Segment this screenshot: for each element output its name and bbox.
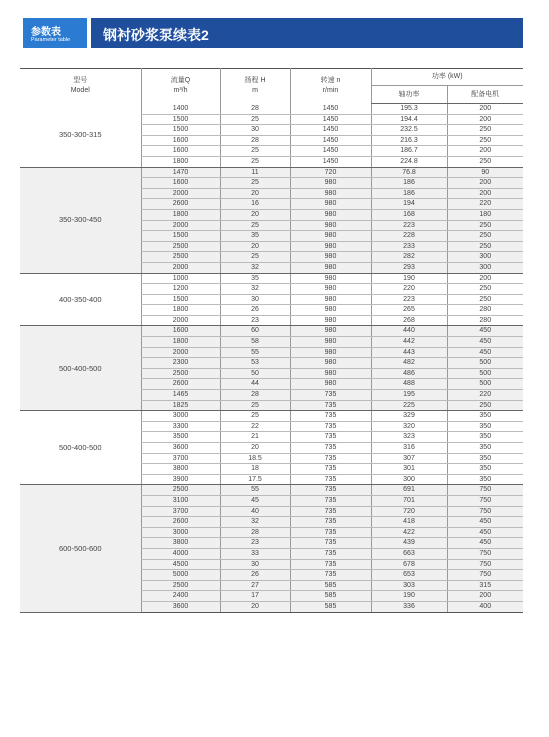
head-cell: 25 [220,400,290,411]
flow-cell: 3800 [141,538,220,549]
speed-cell: 735 [290,390,371,401]
col-model-en: Model [70,87,90,95]
motor-cell: 280 [447,305,523,316]
motor-cell: 90 [447,167,523,178]
col-head [220,69,290,104]
head-cell: 32 [220,262,290,273]
speed-cell: 585 [290,601,371,612]
speed-cell: 735 [290,464,371,475]
motor-cell: 220 [447,199,523,210]
flow-cell: 1825 [141,400,220,411]
head-cell: 20 [220,241,290,252]
motor-cell: 200 [447,104,523,115]
col-motor: 配备电机 [447,86,523,104]
speed-cell: 1450 [290,156,371,167]
flow-cell: 2000 [141,220,220,231]
shaft-power-cell: 195 [371,390,447,401]
head-cell: 55 [220,347,290,358]
head-cell: 17.5 [220,474,290,485]
flow-cell: 2500 [141,368,220,379]
speed-cell: 980 [290,284,371,295]
flow-cell: 3700 [141,506,220,517]
motor-cell: 250 [447,125,523,136]
speed-cell: 1450 [290,114,371,125]
shaft-power-cell: 303 [371,580,447,591]
speed-cell: 735 [290,453,371,464]
motor-cell: 200 [447,188,523,199]
speed-cell: 980 [290,315,371,326]
flow-cell: 3700 [141,453,220,464]
flow-cell: 4000 [141,548,220,559]
motor-cell: 200 [447,273,523,284]
flow-cell: 3100 [141,495,220,506]
col-head-unit: m [252,87,258,95]
speed-cell: 980 [290,188,371,199]
motor-cell: 450 [447,326,523,337]
flow-cell: 1465 [141,390,220,401]
head-cell: 58 [220,337,290,348]
motor-cell: 200 [447,591,523,602]
motor-cell: 400 [447,601,523,612]
flow-cell: 2300 [141,358,220,369]
motor-cell: 250 [447,241,523,252]
flow-cell: 4500 [141,559,220,570]
table-body [20,104,523,613]
flow-cell: 3600 [141,601,220,612]
head-cell: 40 [220,506,290,517]
shaft-power-cell: 194 [371,199,447,210]
speed-cell: 1450 [290,146,371,157]
head-cell: 55 [220,485,290,496]
head-cell: 23 [220,538,290,549]
speed-cell: 980 [290,252,371,263]
motor-cell: 450 [447,517,523,528]
head-cell: 20 [220,601,290,612]
speed-cell: 980 [290,273,371,284]
table-row [20,411,523,422]
shaft-power-cell: 282 [371,252,447,263]
shaft-power-cell: 442 [371,337,447,348]
motor-cell: 350 [447,432,523,443]
col-model-cn: 型号 [73,77,88,85]
shaft-power-cell: 195.3 [371,104,447,115]
shaft-power-cell: 439 [371,538,447,549]
motor-cell: 750 [447,495,523,506]
speed-cell: 1450 [290,125,371,136]
head-cell: 32 [220,284,290,295]
shaft-power-cell: 691 [371,485,447,496]
motor-cell: 500 [447,368,523,379]
flow-cell: 2000 [141,262,220,273]
col-speed-cn: 转速 n [320,77,341,85]
head-cell: 25 [220,411,290,422]
model-cell: 350-300-450 [20,167,141,273]
motor-cell: 180 [447,209,523,220]
motor-cell: 450 [447,337,523,348]
flow-cell: 1800 [141,209,220,220]
speed-cell: 735 [290,400,371,411]
shaft-power-cell: 301 [371,464,447,475]
page-header [23,18,523,48]
speed-cell: 735 [290,495,371,506]
shaft-power-cell: 482 [371,358,447,369]
motor-cell: 750 [447,570,523,581]
motor-cell: 250 [447,231,523,242]
head-cell: 20 [220,443,290,454]
motor-cell: 350 [447,411,523,422]
head-cell: 44 [220,379,290,390]
col-head-cn: 扬程 H [244,77,266,85]
section-tag-en: Parameter table [31,37,71,43]
table-row [20,167,523,178]
motor-cell: 500 [447,379,523,390]
table-row [20,485,523,496]
flow-cell: 2000 [141,347,220,358]
flow-cell: 2000 [141,188,220,199]
flow-cell: 1800 [141,156,220,167]
head-cell: 35 [220,273,290,284]
speed-cell: 980 [290,358,371,369]
speed-cell: 735 [290,517,371,528]
table-row [20,326,523,337]
head-cell: 26 [220,305,290,316]
shaft-power-cell: 418 [371,517,447,528]
head-cell: 60 [220,326,290,337]
shaft-power-cell: 232.5 [371,125,447,136]
speed-cell: 585 [290,591,371,602]
head-cell: 45 [220,495,290,506]
motor-cell: 450 [447,527,523,538]
shaft-power-cell: 76.8 [371,167,447,178]
shaft-power-cell: 316 [371,443,447,454]
head-cell: 16 [220,199,290,210]
flow-cell: 2600 [141,199,220,210]
head-cell: 28 [220,390,290,401]
speed-cell: 980 [290,209,371,220]
col-flow-unit: m³/h [173,87,188,95]
speed-cell: 735 [290,548,371,559]
title-bar [91,18,523,48]
shaft-power-cell: 720 [371,506,447,517]
speed-cell: 980 [290,379,371,390]
flow-cell: 1000 [141,273,220,284]
flow-cell: 3000 [141,527,220,538]
parameter-table [20,68,523,613]
head-cell: 11 [220,167,290,178]
flow-cell: 1500 [141,114,220,125]
motor-cell: 450 [447,538,523,549]
motor-cell: 350 [447,464,523,475]
speed-cell: 980 [290,305,371,316]
shaft-power-cell: 336 [371,601,447,612]
shaft-power-cell: 293 [371,262,447,273]
flow-cell: 1470 [141,167,220,178]
shaft-power-cell: 190 [371,591,447,602]
shaft-power-cell: 220 [371,284,447,295]
flow-cell: 3600 [141,443,220,454]
shaft-power-cell: 701 [371,495,447,506]
head-cell: 30 [220,559,290,570]
speed-cell: 735 [290,485,371,496]
head-cell: 25 [220,220,290,231]
model-cell: 500-400-500 [20,326,141,411]
motor-cell: 750 [447,548,523,559]
flow-cell: 2500 [141,252,220,263]
shaft-power-cell: 186 [371,188,447,199]
speed-cell: 735 [290,443,371,454]
head-cell: 28 [220,527,290,538]
flow-cell: 1500 [141,294,220,305]
col-model [20,69,141,104]
shaft-power-cell: 233 [371,241,447,252]
speed-cell: 980 [290,347,371,358]
shaft-power-cell: 329 [371,411,447,422]
head-cell: 20 [220,188,290,199]
shaft-power-cell: 265 [371,305,447,316]
shaft-power-cell: 486 [371,368,447,379]
speed-cell: 735 [290,432,371,443]
motor-cell: 750 [447,559,523,570]
motor-cell: 350 [447,474,523,485]
motor-cell: 350 [447,421,523,432]
head-cell: 25 [220,252,290,263]
shaft-power-cell: 190 [371,273,447,284]
shaft-power-cell: 168 [371,209,447,220]
flow-cell: 1500 [141,125,220,136]
head-cell: 32 [220,517,290,528]
head-cell: 28 [220,135,290,146]
shaft-power-cell: 194.4 [371,114,447,125]
shaft-power-cell: 186.7 [371,146,447,157]
head-cell: 33 [220,548,290,559]
motor-cell: 280 [447,315,523,326]
flow-cell: 1600 [141,326,220,337]
speed-cell: 980 [290,337,371,348]
shaft-power-cell: 307 [371,453,447,464]
speed-cell: 980 [290,231,371,242]
shaft-power-cell: 225 [371,400,447,411]
motor-cell: 300 [447,262,523,273]
flow-cell: 2500 [141,241,220,252]
col-power: 功率 (kW) [371,69,523,86]
shaft-power-cell: 440 [371,326,447,337]
shaft-power-cell: 300 [371,474,447,485]
shaft-power-cell: 653 [371,570,447,581]
speed-cell: 980 [290,241,371,252]
speed-cell: 980 [290,178,371,189]
speed-cell: 735 [290,421,371,432]
col-speed [290,69,371,104]
model-cell: 350-300-315 [20,104,141,168]
section-tag-cn: 参数表 [31,27,61,38]
head-cell: 30 [220,125,290,136]
motor-cell: 250 [447,156,523,167]
shaft-power-cell: 320 [371,421,447,432]
flow-cell: 2600 [141,379,220,390]
head-cell: 23 [220,315,290,326]
speed-cell: 735 [290,474,371,485]
flow-cell: 2600 [141,517,220,528]
flow-cell: 3800 [141,464,220,475]
head-cell: 17 [220,591,290,602]
speed-cell: 980 [290,199,371,210]
shaft-power-cell: 223 [371,294,447,305]
flow-cell: 1600 [141,146,220,157]
head-cell: 25 [220,178,290,189]
shaft-power-cell: 663 [371,548,447,559]
col-shaft-power: 轴功率 [371,86,447,104]
col-speed-unit: r/min [322,87,339,95]
motor-cell: 200 [447,114,523,125]
speed-cell: 735 [290,559,371,570]
flow-cell: 3900 [141,474,220,485]
speed-cell: 720 [290,167,371,178]
speed-cell: 980 [290,294,371,305]
motor-cell: 250 [447,135,523,146]
section-tag [23,18,87,48]
shaft-power-cell: 268 [371,315,447,326]
motor-cell: 250 [447,400,523,411]
flow-cell: 1800 [141,337,220,348]
speed-cell: 980 [290,262,371,273]
speed-cell: 1450 [290,135,371,146]
speed-cell: 980 [290,368,371,379]
shaft-power-cell: 678 [371,559,447,570]
head-cell: 50 [220,368,290,379]
flow-cell: 2500 [141,580,220,591]
flow-cell: 3300 [141,421,220,432]
shaft-power-cell: 228 [371,231,447,242]
flow-cell: 5000 [141,570,220,581]
flow-cell: 3000 [141,411,220,422]
shaft-power-cell: 216.3 [371,135,447,146]
speed-cell: 585 [290,580,371,591]
head-cell: 18.5 [220,453,290,464]
head-cell: 22 [220,421,290,432]
head-cell: 27 [220,580,290,591]
motor-cell: 450 [447,347,523,358]
flow-cell: 1200 [141,284,220,295]
motor-cell: 250 [447,220,523,231]
model-cell: 500-400-500 [20,411,141,485]
head-cell: 20 [220,209,290,220]
shaft-power-cell: 422 [371,527,447,538]
motor-cell: 300 [447,252,523,263]
speed-cell: 980 [290,326,371,337]
motor-cell: 750 [447,506,523,517]
head-cell: 21 [220,432,290,443]
shaft-power-cell: 224.8 [371,156,447,167]
head-cell: 25 [220,156,290,167]
flow-cell: 1600 [141,135,220,146]
motor-cell: 350 [447,453,523,464]
speed-cell: 735 [290,527,371,538]
head-cell: 25 [220,114,290,125]
model-cell: 400-350-400 [20,273,141,326]
flow-cell: 1500 [141,231,220,242]
shaft-power-cell: 443 [371,347,447,358]
motor-cell: 250 [447,294,523,305]
motor-cell: 500 [447,358,523,369]
flow-cell: 1600 [141,178,220,189]
speed-cell: 980 [290,220,371,231]
motor-cell: 220 [447,390,523,401]
flow-cell: 2500 [141,485,220,496]
head-cell: 35 [220,231,290,242]
head-cell: 26 [220,570,290,581]
speed-cell: 735 [290,570,371,581]
shaft-power-cell: 323 [371,432,447,443]
col-flow [141,69,220,104]
flow-cell: 2400 [141,591,220,602]
flow-cell: 2000 [141,315,220,326]
head-cell: 18 [220,464,290,475]
table-row [20,273,523,284]
shaft-power-cell: 223 [371,220,447,231]
page-title: 钢衬砂浆泵续表2 [103,27,209,43]
motor-cell: 250 [447,284,523,295]
speed-cell: 735 [290,411,371,422]
col-flow-cn: 流量Q [170,77,191,85]
motor-cell: 350 [447,443,523,454]
shaft-power-cell: 488 [371,379,447,390]
speed-cell: 735 [290,538,371,549]
speed-cell: 735 [290,506,371,517]
table-header [20,69,523,104]
flow-cell: 1400 [141,104,220,115]
table-row [20,104,523,115]
speed-cell: 1450 [290,104,371,115]
head-cell: 30 [220,294,290,305]
shaft-power-cell: 186 [371,178,447,189]
head-cell: 28 [220,104,290,115]
flow-cell: 1800 [141,305,220,316]
motor-cell: 200 [447,178,523,189]
motor-cell: 315 [447,580,523,591]
model-cell: 600-500-600 [20,485,141,612]
head-cell: 53 [220,358,290,369]
motor-cell: 750 [447,485,523,496]
motor-cell: 200 [447,146,523,157]
head-cell: 25 [220,146,290,157]
flow-cell: 3500 [141,432,220,443]
